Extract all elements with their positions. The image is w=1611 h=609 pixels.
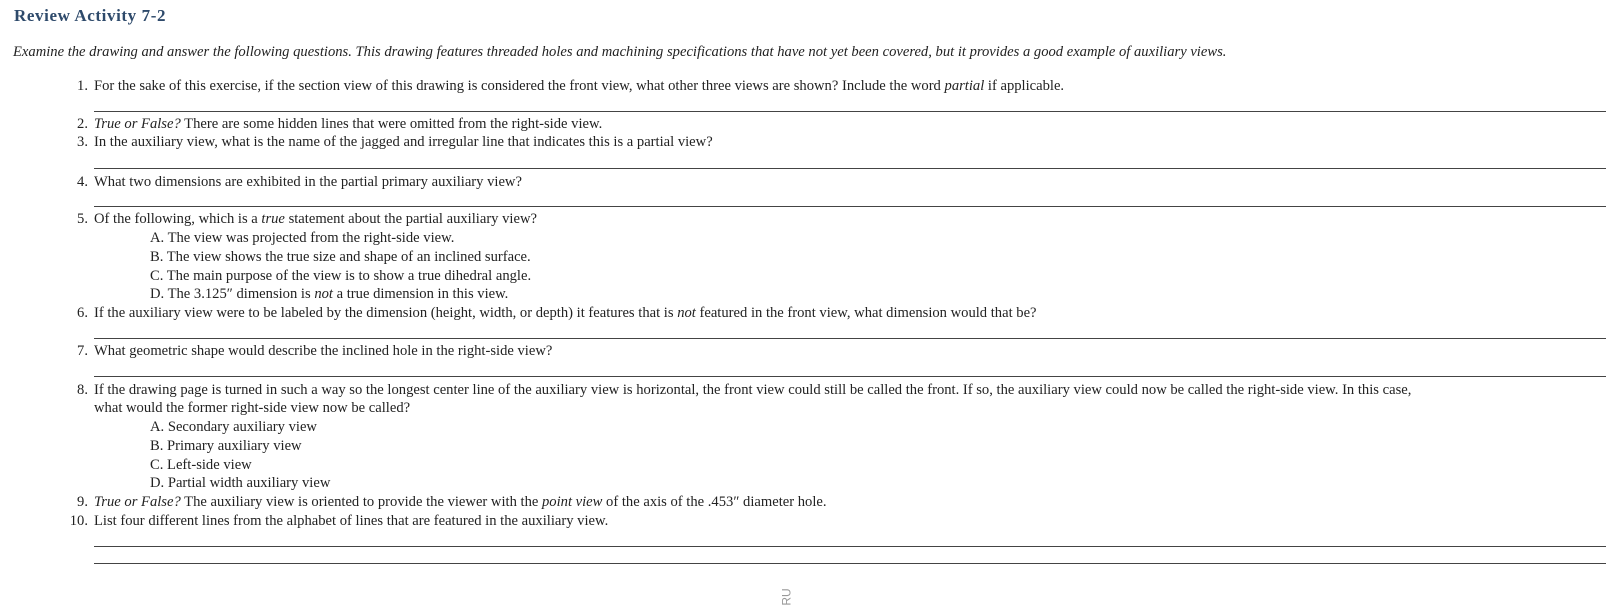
option-a[interactable]: A. The view was projected from the right-side view. (150, 230, 455, 246)
answer-line[interactable] (94, 338, 1606, 339)
option-b[interactable]: B. Primary auxiliary view (150, 438, 302, 454)
question-8-line-1: If the drawing page is turned in such a way so the longest center line of the auxiliary view is horizontal, the front view could still be called the front. If so, the auxiliary view could now be called the right-side view. In this case, (94, 382, 1412, 398)
option-c[interactable]: C. The main purpose of the view is to show a true dihedral angle. (150, 268, 532, 284)
question-number: 7. (77, 343, 88, 359)
question-number: 4. (77, 174, 88, 190)
answer-line[interactable] (94, 546, 1606, 547)
question-number: 9. (77, 494, 88, 510)
answer-line[interactable] (94, 563, 1606, 564)
watermark: RU (779, 588, 794, 606)
option-d[interactable]: D. Partial width auxiliary view (150, 475, 331, 491)
question-number: 1. (77, 78, 88, 94)
question-10: List four different lines from the alphabet of lines that are featured in the auxiliary view. (94, 513, 609, 529)
answer-line[interactable] (94, 111, 1606, 112)
intro-text: Examine the drawing and answer the following questions. This drawing features threaded holes and machining specifications that have not yet been covered, but it provides a good example of auxiliary views. (13, 44, 1227, 60)
question-number: 10. (69, 513, 88, 529)
page-title: Review Activity 7-2 (14, 6, 167, 25)
option-d[interactable]: D. The 3.125″ dimension is not a true dimension in this view. (150, 286, 509, 302)
answer-line[interactable] (94, 206, 1606, 207)
answer-line[interactable] (94, 168, 1606, 169)
option-c[interactable]: C. Left-side view (150, 457, 252, 473)
question-7: What geometric shape would describe the inclined hole in the right-side view? (94, 343, 553, 359)
answer-line[interactable] (94, 376, 1606, 377)
question-number: 6. (77, 305, 88, 321)
option-a[interactable]: A. Secondary auxiliary view (150, 419, 317, 435)
question-number: 3. (77, 134, 88, 150)
question-9: True or False? The auxiliary view is oriented to provide the viewer with the point view of the axis of the .453″ diameter hole. (94, 494, 827, 510)
question-3: In the auxiliary view, what is the name of the jagged and irregular line that indicates this is a partial view? (94, 134, 713, 150)
option-b[interactable]: B. The view shows the true size and shape of an inclined surface. (150, 249, 531, 265)
question-6: If the auxiliary view were to be labeled by the dimension (height, width, or depth) it features that is not featured in the front view, what dimension would that be? (94, 305, 1037, 321)
question-2: True or False? There are some hidden lines that were omitted from the right-side view. (94, 116, 603, 132)
question-1: For the sake of this exercise, if the section view of this drawing is considered the front view, what other three views are shown? Include the word partial if applicable. (94, 78, 1065, 94)
question-number: 5. (77, 211, 88, 227)
question-number: 8. (77, 382, 88, 398)
question-number: 2. (77, 116, 88, 132)
question-5: Of the following, which is a true statement about the partial auxiliary view? (94, 211, 537, 227)
question-4: What two dimensions are exhibited in the partial primary auxiliary view? (94, 174, 522, 190)
question-8-line-2: what would the former right-side view now be called? (94, 400, 411, 416)
